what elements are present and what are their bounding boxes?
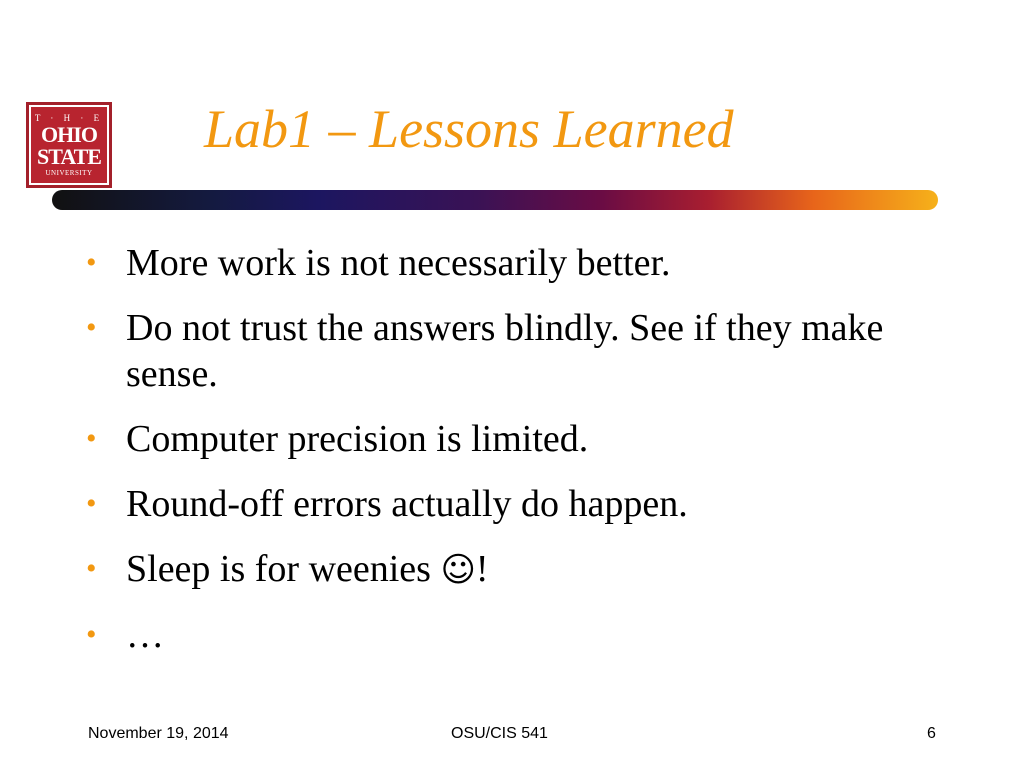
smiley-icon: ☺ bbox=[440, 550, 476, 590]
bullet-text: More work is not necessarily better. bbox=[126, 242, 671, 284]
bullet-marker-icon: • bbox=[86, 552, 97, 585]
bullet-item bbox=[86, 416, 966, 462]
logo-university-text: UNIVERSITY bbox=[45, 168, 93, 177]
title-gradient-bar bbox=[52, 190, 938, 210]
bullet-marker-icon: • bbox=[86, 618, 97, 651]
bullet-list bbox=[86, 240, 966, 677]
ohio-state-university-logo bbox=[26, 102, 112, 188]
bullet-item bbox=[86, 546, 966, 593]
bullet-marker-icon: • bbox=[86, 246, 97, 279]
logo-state-text: STATE bbox=[37, 143, 101, 169]
bullet-item bbox=[86, 240, 966, 286]
footer-course: OSU/CIS 541 bbox=[451, 725, 548, 742]
bullet-text: Round-off errors actually do happen. bbox=[126, 483, 688, 525]
bullet-text: Computer precision is limited. bbox=[126, 418, 589, 460]
bullet-text: Do not trust the answers blindly. See if they make sense. bbox=[126, 307, 884, 395]
bullet-text: Sleep is for weenies bbox=[126, 548, 441, 590]
logo-the-text: T · H · E bbox=[34, 112, 104, 123]
bullet-item bbox=[86, 481, 966, 527]
bullet-item bbox=[86, 305, 966, 397]
bullet-marker-icon: • bbox=[86, 311, 97, 344]
footer-date: November 19, 2014 bbox=[88, 725, 229, 742]
bullet-marker-icon: • bbox=[86, 487, 97, 520]
bullet-item bbox=[86, 612, 966, 658]
logo-frame bbox=[29, 105, 109, 185]
slide-title: Lab1 – Lessons Learned bbox=[204, 99, 734, 159]
bullet-text: … bbox=[126, 614, 164, 656]
logo-ohio-text: OHIO bbox=[41, 121, 97, 147]
bullet-text-suffix: ! bbox=[475, 548, 489, 590]
bullet-marker-icon: • bbox=[86, 422, 97, 455]
footer-page-number: 6 bbox=[927, 725, 936, 742]
